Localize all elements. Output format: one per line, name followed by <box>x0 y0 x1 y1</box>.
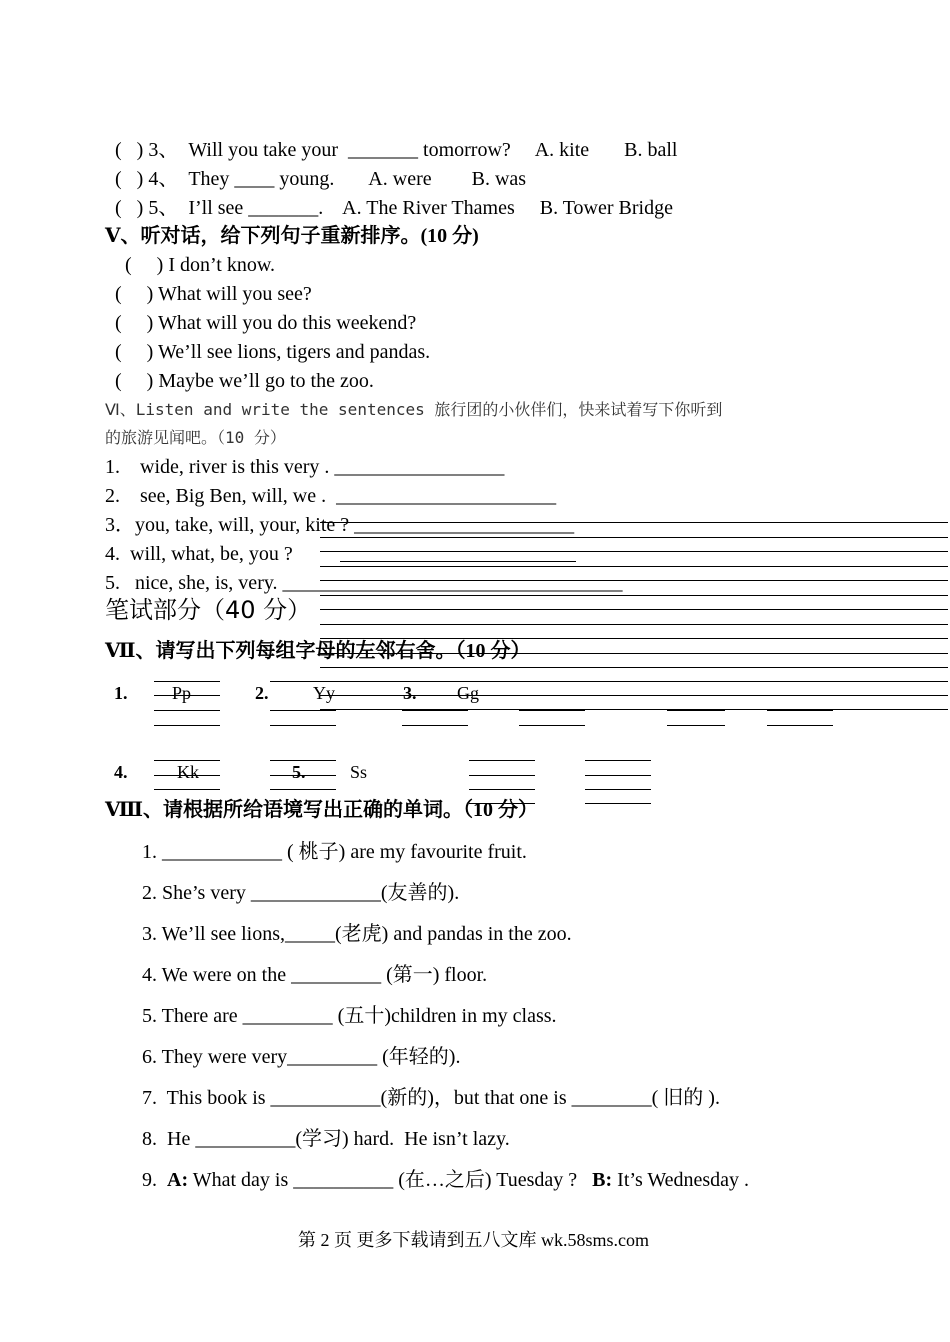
answer-rule <box>340 561 576 562</box>
blank <box>154 760 220 761</box>
section-8-item-3: 3. We’ll see lions,_____(老虎) and pandas in the zoo. <box>142 923 572 945</box>
section-6-item-5: 5. nice, she, is, very. __________________________________ <box>105 572 623 594</box>
blank <box>469 789 535 790</box>
section-6-title: Ⅵ、Listen and write the sentences 旅行团的小伙伴们，快来试着写下你听到 <box>105 400 723 419</box>
blank <box>667 710 725 711</box>
section-6-item-1: 1. wide, river is this very . _________________ <box>105 456 505 478</box>
group-5-letter: Ss <box>350 762 368 782</box>
answer-rule <box>320 580 948 581</box>
blank <box>469 760 535 761</box>
section-8-item-5: 5. There are _________ (五十)children in my class. <box>142 1005 557 1027</box>
blank <box>585 760 651 761</box>
page-footer: 第 2 页 更多下载请到五八文库 wk.58sms.com <box>298 1230 649 1250</box>
section-6-item-4: 4. will, what, be, you ? <box>105 543 293 565</box>
blank <box>767 710 833 711</box>
speaker-a-label: A: <box>167 1169 189 1191</box>
blank <box>154 725 220 726</box>
section-6-item-2: 2. see, Big Ben, will, we . ______________________ <box>105 485 557 507</box>
section-5-item-1: ( ) I don’t know. <box>125 254 275 276</box>
blank <box>270 789 336 790</box>
blank <box>519 710 585 711</box>
group-1-letter: Pp <box>172 683 192 703</box>
blank <box>667 725 725 726</box>
blank <box>154 695 220 696</box>
answer-rule <box>320 566 948 567</box>
section-5-item-3: ( ) What will you do this weekend? <box>115 312 417 334</box>
section-8-item-2: 2. She’s very _____________(友善的). <box>142 882 460 904</box>
blank <box>469 775 535 776</box>
section-5-item-5: ( ) Maybe we’ll go to the zoo. <box>115 370 374 392</box>
section-8-item-8: 8. He __________(学习) hard. He isn’t lazy. <box>142 1128 510 1150</box>
section-6-title-cont: 的旅游见闻吧。（10 分） <box>105 428 286 447</box>
blank <box>585 789 651 790</box>
answer-rule <box>270 681 948 682</box>
blank <box>585 775 651 776</box>
group-3-number: 3. <box>403 683 417 703</box>
speaker-b-label: B: <box>592 1169 613 1191</box>
blank <box>519 725 585 726</box>
section-7-title: Ⅶ、请写出下列每组字母的左邻右舍。（10 分） <box>105 640 531 662</box>
blank <box>402 710 468 711</box>
group-2-number: 2. <box>255 683 269 703</box>
section-5-title: Ⅴ、听对话，给下列句子重新排序。(10 分) <box>105 225 479 247</box>
answer-rule <box>320 595 948 596</box>
blank <box>270 725 336 726</box>
group-3-letter: Gg <box>457 683 479 703</box>
blank <box>154 681 220 682</box>
answer-rule <box>320 624 948 625</box>
blank <box>154 710 220 711</box>
section-8-item-7: 7. This book is ___________(新的)，but that one is ________( 旧的 ). <box>142 1087 720 1109</box>
blank <box>270 710 336 711</box>
section-5-item-2: ( ) What will you see? <box>115 283 312 305</box>
answer-rule <box>320 609 948 610</box>
section-5-item-4: ( ) We’ll see lions, tigers and pandas. <box>115 341 431 363</box>
question-4-5: ( ) 5、 I’ll see _______. A. The River Thames B. Tower Bridge <box>115 197 673 219</box>
section-8-item-1: 1. ____________ ( 桃子) are my favourite fruit. <box>142 841 527 863</box>
group-4-number: 4. <box>114 762 128 782</box>
answer-rule <box>320 537 948 538</box>
section-8-item-4: 4. We were on the _________ (第一) floor. <box>142 964 488 986</box>
blank <box>585 803 651 804</box>
blank <box>154 789 220 790</box>
blank <box>402 725 468 726</box>
question-4-4: ( ) 4、 They ____ young. A. were B. was <box>115 168 527 190</box>
section-8-item-9 <box>142 1168 749 1192</box>
blank <box>154 775 220 776</box>
blank <box>270 775 336 776</box>
group-1-number: 1. <box>114 683 128 703</box>
speaker-a-text: What day is __________ (在…之后) Tuesday ? <box>188 1169 593 1191</box>
group-4-letter: Kk <box>177 762 199 782</box>
written-part-title: 笔试部分（40 分） <box>105 596 312 624</box>
blank <box>767 725 833 726</box>
question-4-3: ( ) 3、 Will you take your _______ tomorrow? A. kite B. ball <box>115 139 678 161</box>
group-2-letter: Yy <box>313 683 335 703</box>
blank <box>270 760 336 761</box>
section-8-title: Ⅷ、请根据所给语境写出正确的单词。（10 分） <box>105 799 538 821</box>
group-5-number: 5. <box>292 762 306 782</box>
answer-rule <box>320 551 948 552</box>
item-9-number: 9. <box>142 1169 167 1191</box>
answer-rule <box>320 667 948 668</box>
section-6-item-3: 3．you, take, will, your, kite ? ______________________ <box>105 514 575 536</box>
speaker-b-text: It’s Wednesday . <box>612 1169 750 1191</box>
answer-rule <box>320 522 948 523</box>
section-8-item-6: 6. They were very_________ (年轻的). <box>142 1046 461 1068</box>
